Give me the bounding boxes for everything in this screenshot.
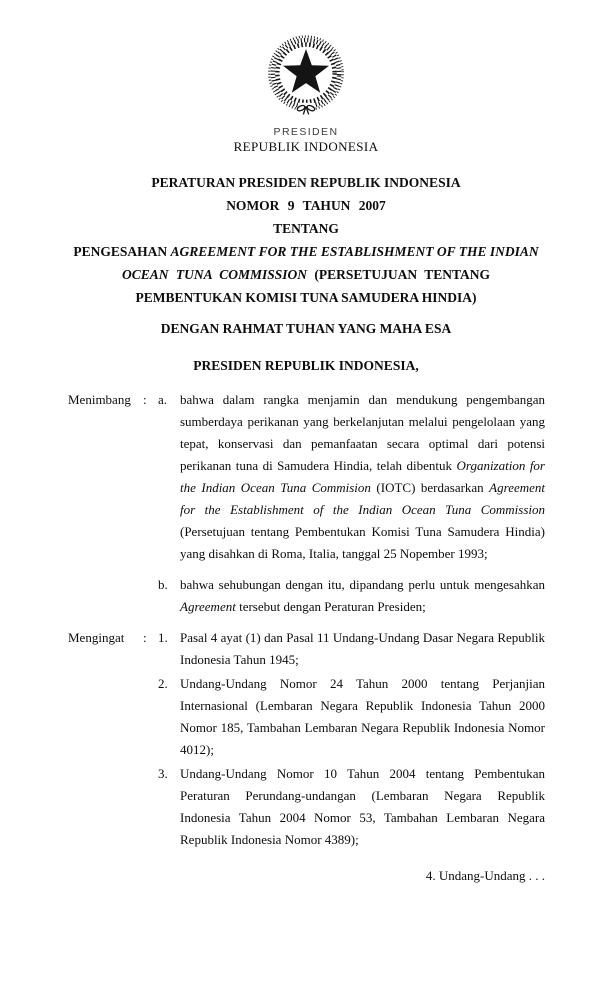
mengingat-item-2	[158, 673, 545, 761]
subject-italic: AGREEMENT FOR THE ESTABLISHMENT OF THE INDIAN	[170, 244, 539, 259]
menimbang-items	[158, 389, 545, 625]
item-marker: b.	[158, 577, 168, 592]
item-marker: a.	[158, 392, 168, 407]
menimbang-item-b	[158, 574, 545, 618]
subject-line-1	[0, 240, 612, 263]
text-run: bahwa dalam rangka menjamin dan mendukung pengembangan sumberdaya perikanan yang berkelanjutan melalui pengelolaan yang tepat, konservasi dan pemanfaatan secara optimal dari potensi perikanan tuna di Samudera Hindia, telah dibentuk	[180, 392, 545, 473]
regulation-number: NOMOR 9 TAHUN 2007	[226, 198, 386, 213]
text-run: tersebut dengan Peraturan Presiden;	[235, 599, 426, 614]
invocation-line: DENGAN RAHMAT TUHAN YANG MAHA ESA	[160, 321, 452, 336]
subject-line-2	[0, 263, 612, 286]
text-run-italic: Organization for the Indian Ocean Tuna Commision	[180, 458, 545, 495]
national-star-wreath-emblem	[261, 32, 351, 118]
mengingat-item-1	[158, 627, 545, 671]
menimbang-item-a	[158, 389, 545, 565]
text-run: (IOTC) berdasarkan	[370, 480, 490, 495]
text-run: (Persetujuan tentang Pembentukan Komisi Tuna Samudera Hindia) yang disahkan di Roma, Italia, tanggal 25 Nopember 1993;	[180, 524, 545, 561]
subject-roman: (PERSETUJUAN TENTANG	[307, 267, 491, 282]
item-text: Undang-Undang Nomor 24 Tahun 2000 tentang Perjanjian Internasional (Lembaran Negara Republik Indonesia Tahun 2000 Nomor 185, Tambahan Lembaran Negara Republik Indonesia Nomor 4012);	[180, 676, 545, 757]
star-wreath-icon	[261, 32, 351, 118]
presiden-label: PRESIDEN	[273, 126, 339, 138]
item-marker: 2.	[158, 676, 168, 691]
mengingat-items	[158, 627, 545, 853]
regulation-title: PERATURAN PRESIDEN REPUBLIK INDONESIA	[151, 175, 461, 190]
catchword-continuation: 4. Undang-Undang . . .	[425, 868, 545, 883]
letterhead	[0, 0, 612, 155]
title-block	[0, 171, 612, 309]
document-body	[68, 389, 545, 853]
mengingat-item-3	[158, 763, 545, 851]
mengingat-colon: :	[143, 630, 147, 645]
menimbang-label: Menimbang	[68, 392, 131, 407]
mengingat-label: Mengingat	[68, 630, 125, 645]
text-run: bahwa sehubungan dengan itu, dipandang perlu untuk mengesahkan	[180, 577, 545, 592]
item-marker: 3.	[158, 766, 168, 781]
menimbang-colon: :	[143, 392, 147, 407]
clause-mengingat	[68, 627, 545, 853]
item-text: Undang-Undang Nomor 10 Tahun 2004 tentang Pembentukan Peraturan Perundang-undangan (Lembaran Negara Republik Indonesia Tahun 2004 Nomor 53, Tambahan Lembaran Negara Republik Indonesia Nomor 4389);	[180, 766, 545, 847]
item-marker: 1.	[158, 630, 168, 645]
authority-line: PRESIDEN REPUBLIK INDONESIA,	[193, 358, 419, 373]
item-text: Pasal 4 ayat (1) dan Pasal 11 Undang-Undang Dasar Negara Republik Indonesia Tahun 1945;	[180, 630, 545, 667]
clause-menimbang	[68, 389, 545, 625]
subject-italic: OCEAN TUNA COMMISSION	[121, 267, 308, 282]
text-run-italic: Agreement	[180, 599, 236, 614]
item-text	[180, 574, 545, 618]
subject-roman: PENGESAHAN	[73, 244, 171, 259]
tentang-label: TENTANG	[273, 221, 339, 236]
subject-line-3: PEMBENTUKAN KOMISI TUNA SAMUDERA HINDIA)	[135, 290, 477, 305]
republik-indonesia-label: REPUBLIK INDONESIA	[233, 139, 379, 154]
item-text	[180, 389, 545, 565]
text-run-italic: Agreement for the Establishment of the Indian Ocean Tuna Commission	[180, 480, 545, 517]
